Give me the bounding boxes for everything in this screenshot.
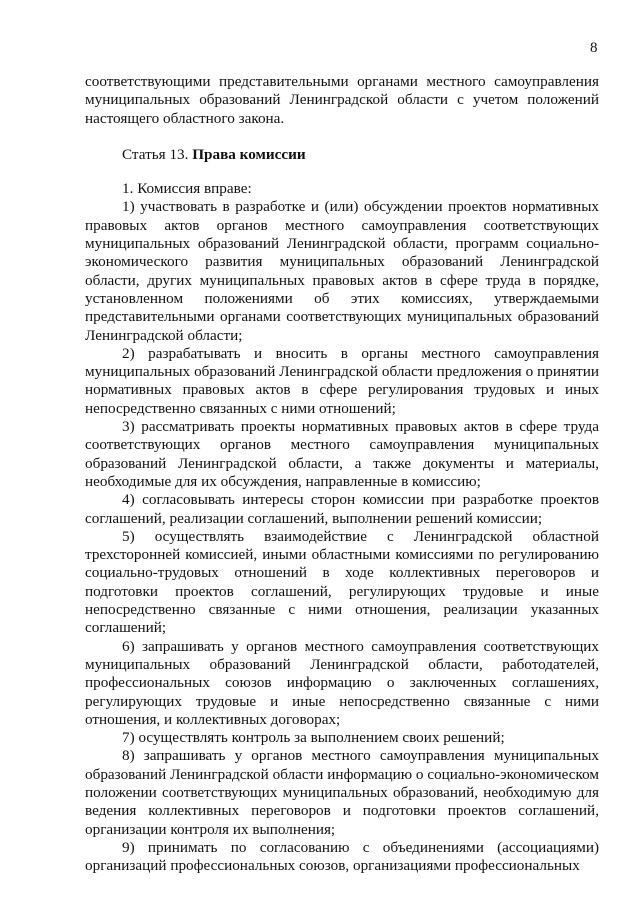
list-item: 7) осуществлять контроль за выполнением своих решений; (122, 729, 505, 747)
list-item: 3) рассматривать проекты нормативных правовых актов в сфере труда соответствующих органов местного самоуправления муниципальных образований Ленинградской области, а также документы и материалы, необходимые для их обсуждения, направленные в комиссию; (85, 418, 599, 490)
list-item: 8) запрашивать у органов местного самоуправления муниципальных образований Ленинградской области информацию о социально-экономическом положении соответствующих муниципальных образований, необходимую для ведения коллективных переговоров и подготовки проектов соглашений, организации контроля их выполнения; (85, 747, 599, 838)
page-number: 8 (590, 40, 598, 56)
list-item: 5) осуществлять взаимодействие с Ленинградской областной трехсторонней комиссией, иными областными комиссиями по регулированию социально-трудовых отношений в ходе коллективных переговоров и подготовки проектов соглашений, регулирующих трудовые и иные непосредственно связанные с ними отношения, реализации указанных соглашений; (85, 527, 599, 637)
article-title: Права комиссии (192, 145, 306, 163)
article-prefix: Статья 13. (122, 145, 193, 163)
intro-paragraph: соответствующими представительными органами местного самоуправления муниципальных образований Ленинградской области с учетом положений настоящего областного закона. (85, 73, 599, 127)
list-item: 9) принимать по согласованию с объединениями (ассоциациями) организаций профессиональных союзов, организациями профессиональных (85, 838, 599, 875)
list-item: 6) запрашивать у органов местного самоуправления соответствующих муниципальных образований Ленинградской области, работодателей, профессиональных союзов информацию о заключенных соглашениях, регулирующих трудовые и иные непосредственно связанные с ними отношения, и коллективных договорах; (85, 637, 599, 728)
list-item: 2) разрабатывать и вносить в органы местного самоуправления муниципальных образований Ленинградской области предложения о принятии нормативных правовых актов в сфере регулирования трудовых и иных непосредственно связанных с ними отношений; (85, 344, 599, 417)
document-body (85, 73, 599, 875)
point-1: 1. Комиссия вправе: (122, 180, 252, 198)
list-item: 4) согласовывать интересы сторон комиссии при разработке проектов соглашений, реализации соглашений, выполнении решений комиссии; (85, 491, 599, 527)
list-item: 1) участвовать в разработке и (или) обсуждении проектов нормативных правовых актов органов местного самоуправления соответствующих муниципальных образований Ленинградской области, программ социально-экономического развития муниципальных образований Ленинградской области, других муниципальных правовых актов в сфере труда в порядке, установленном положениями об этих комиссиях, утверждаемыми представительными органами соответствующих муниципальных образований Ленинградской области; (85, 198, 599, 344)
article-heading (85, 146, 599, 164)
